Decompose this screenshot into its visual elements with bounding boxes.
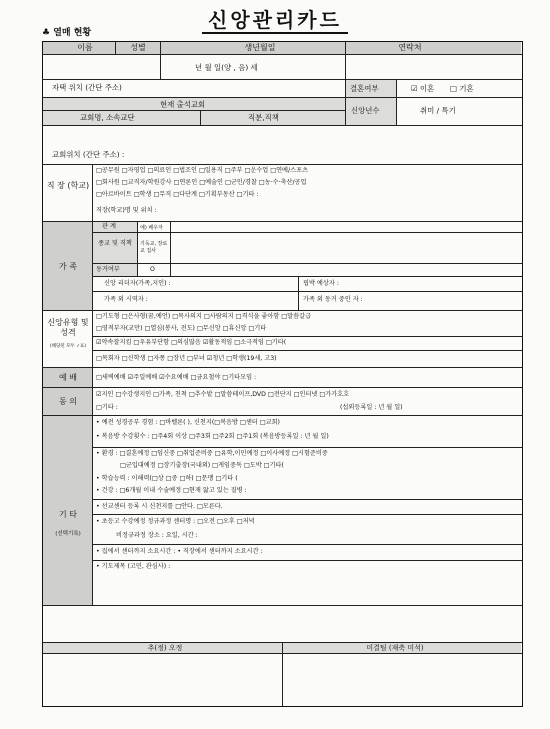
- name-label: 이름: [77, 43, 93, 52]
- family-cohab-example: O: [150, 266, 155, 273]
- job-line-4: 직장(학교)명 및 위치 :: [96, 207, 157, 214]
- address-label: 자택 위치 (간단 주소): [52, 83, 122, 92]
- footer-left-label: 추(정) 오정: [147, 644, 183, 652]
- other-line-6[interactable]: • 건강 : □6개월 이내 수술예정 □현재 앓고 있는 질병 :: [96, 487, 247, 494]
- introducer-label: 동 의: [59, 397, 77, 406]
- faith-years-label: 신앙년수: [351, 106, 380, 115]
- marriage-option-divorced[interactable]: ☑ 이혼: [411, 84, 435, 93]
- job-line-3[interactable]: □아르바이트 □학생 □무직 □다단계 □기획부동산 □기타 :: [96, 191, 259, 198]
- other-line-7[interactable]: • 선교센터 등록 시 신천지를 □안다. □모른다.: [96, 503, 223, 510]
- introducer-line-2: □기타 :: [96, 404, 118, 411]
- section-header: ♣ 열매 현황: [42, 28, 92, 38]
- introducer-line-1[interactable]: ☑지인 □수강생지인 □가족, 친척 □추수밭 □말씀테이프,DVD □전단지 □인터넷 □가가호호: [96, 391, 350, 398]
- other-label: 기 타: [59, 510, 77, 519]
- introducer-line-3: (섭외등록일 : 년 월 일): [340, 404, 403, 411]
- family-religion-label: 종교 및 직책: [98, 240, 132, 247]
- hobby-label: 취미 / 특기: [420, 106, 456, 115]
- faith-leader-label: 신앙 리더자(가족,지인) :: [104, 280, 171, 287]
- other-line-5[interactable]: • 학습능력 : 이해력(□상 □중 □하) □문맹 □기타 (: [96, 475, 238, 482]
- faith-type-sublabel: (해당된 모두 ✓표): [49, 344, 87, 349]
- other-line-9: 비정규과정 장소 : 요일, 시간 :: [116, 532, 198, 539]
- other-friend-label: 가족 외 시역자 :: [104, 296, 148, 303]
- family-relation-label: 관 계: [102, 223, 116, 230]
- other-line-11: • 기도제목 (고민, 관심사) :: [96, 563, 171, 570]
- job-line-2[interactable]: □회사원 □교직자/학원강사 □연론인 □예술인 □군인/경찰 □농·수·축산/공업: [96, 179, 307, 186]
- marriage-option-married[interactable]: □ 기혼: [450, 84, 474, 93]
- other-line-8[interactable]: • 초등고 수강예정 정규과정 센터명 : □오전 □오후 □저녁: [96, 518, 255, 525]
- marriage-label: 결혼여부: [350, 84, 379, 93]
- other-sublabel: (선택기록): [55, 531, 81, 537]
- church-role-label: 직분,직책: [248, 113, 279, 122]
- job-line-1[interactable]: □공무원 □자영업 □의료인 □법조인 □일용직 □주부 □운수업 □연예/스포츠: [96, 167, 309, 174]
- other-line-3[interactable]: • 환경 : □결혼예정 □임신중 □취업준비중 □유학,이민예정 □이사예정 □시험준비중: [96, 450, 328, 457]
- footer-right-label: 미결팀 (재축 미석): [366, 644, 424, 652]
- faith-type-line-1[interactable]: □기도형 □은사형(꿈,예언) □목사의지 □사람의지 □격식을 좋아함 □말씀갈급: [96, 313, 312, 320]
- faith-type-label: 신앙유형 및 성격: [47, 318, 89, 337]
- church-address-label: 교회위치 (간단 주소) :: [52, 150, 125, 159]
- job-label: 직 장 (학교): [46, 181, 90, 190]
- other-line-10: • 집에서 센터까지 소요시간 : • 직장에서 센터까지 소요시간 :: [96, 548, 263, 555]
- church-name-label: 교회명, 소속교단: [80, 113, 135, 122]
- contact-label: 연락처: [398, 43, 422, 52]
- other-line-2[interactable]: • 복음방 수강횟수 : □주4회 이상 □주3회 □주2회 □주1회 (복음방등록일 : 년 월 일): [96, 433, 329, 440]
- birth-label: 생년월일: [244, 43, 276, 52]
- form-title: 신앙관리카드: [0, 4, 550, 33]
- family-cohab-label: 동거여부: [96, 266, 120, 273]
- other-line-4[interactable]: □군입대예정 □장기출장(국내외) □게임중독 □도박 □기타(: [120, 462, 284, 469]
- worship-label: 예 배: [59, 373, 77, 382]
- other-cohab-label: 가족 외 동거 중인 자 :: [303, 296, 363, 303]
- other-line-1[interactable]: • 예전 성경공부 경험 : □바벨론( ), 신천지(□복음방 □센터 □교회): [96, 419, 280, 426]
- birth-value: 년 월 일(양 , 음) 세: [195, 63, 258, 72]
- church-header: 현재 출석교회: [160, 100, 206, 109]
- family-religion-example: 기독교, 장로교 집사: [140, 241, 168, 254]
- faith-type-line-2[interactable]: □영적부자(교만) □열심(봉사, 전도) □무신앙 □휴신앙 □기타: [96, 325, 267, 332]
- family-relation-example: 예) 배우자: [140, 225, 163, 231]
- faith-type-line-3[interactable]: ☑약속잘지킴 □우유부단함 □의심많음 ☑활동적임 □소극적임 □기타(: [96, 339, 287, 346]
- family-label: 가 족: [59, 262, 77, 271]
- worship-options[interactable]: □새벽예배 ☑주일예배 ☑수요예배 □금요철야 □기타모임 :: [96, 374, 257, 381]
- persecution-label: 핍박 예상자 :: [303, 280, 339, 287]
- faith-type-line-4[interactable]: □목회자 □신학생 □자퐁 □장년 □부녀 ☑청년 □학생(19세, 고3): [96, 355, 277, 362]
- gender-label: 성별: [130, 43, 146, 52]
